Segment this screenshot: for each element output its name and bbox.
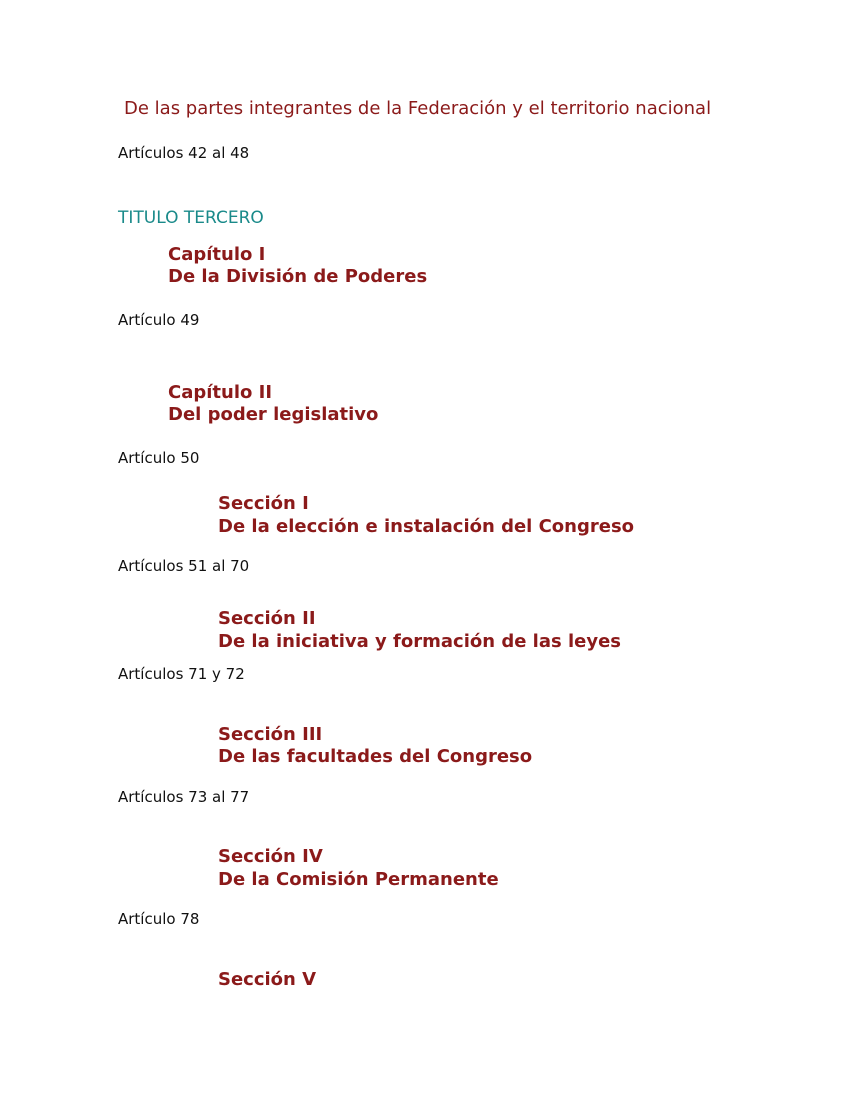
articles-range: Artículo 50 (118, 449, 200, 467)
chapter-number: Capítulo I (168, 244, 266, 265)
section-number: Sección V (218, 969, 317, 990)
section-title: De la Comisión Permanente (218, 869, 499, 890)
section-number: Sección I (218, 493, 309, 514)
articles-range: Artículo 78 (118, 910, 200, 928)
section-heading: De las partes integrantes de la Federación y el territorio nacional (124, 98, 712, 119)
section-number: Sección II (218, 608, 316, 629)
articles-range: Artículos 51 al 70 (118, 557, 250, 575)
articles-range: Artículo 49 (118, 311, 200, 329)
articles-range: Artículos 42 al 48 (118, 144, 250, 162)
section-number: Sección III (218, 724, 323, 745)
title-heading: TITULO TERCERO (118, 208, 264, 228)
section-title: De la iniciativa y formación de las leyes (218, 631, 622, 652)
chapter-title: Del poder legislativo (168, 404, 379, 425)
section-title: De las facultades del Congreso (218, 746, 533, 767)
articles-range: Artículos 73 al 77 (118, 788, 250, 806)
chapter-number: Capítulo II (168, 382, 273, 403)
chapter-title: De la División de Poderes (168, 266, 428, 287)
section-number: Sección IV (218, 846, 323, 867)
articles-range: Artículos 71 y 72 (118, 665, 245, 683)
section-title: De la elección e instalación del Congreso (218, 516, 635, 537)
